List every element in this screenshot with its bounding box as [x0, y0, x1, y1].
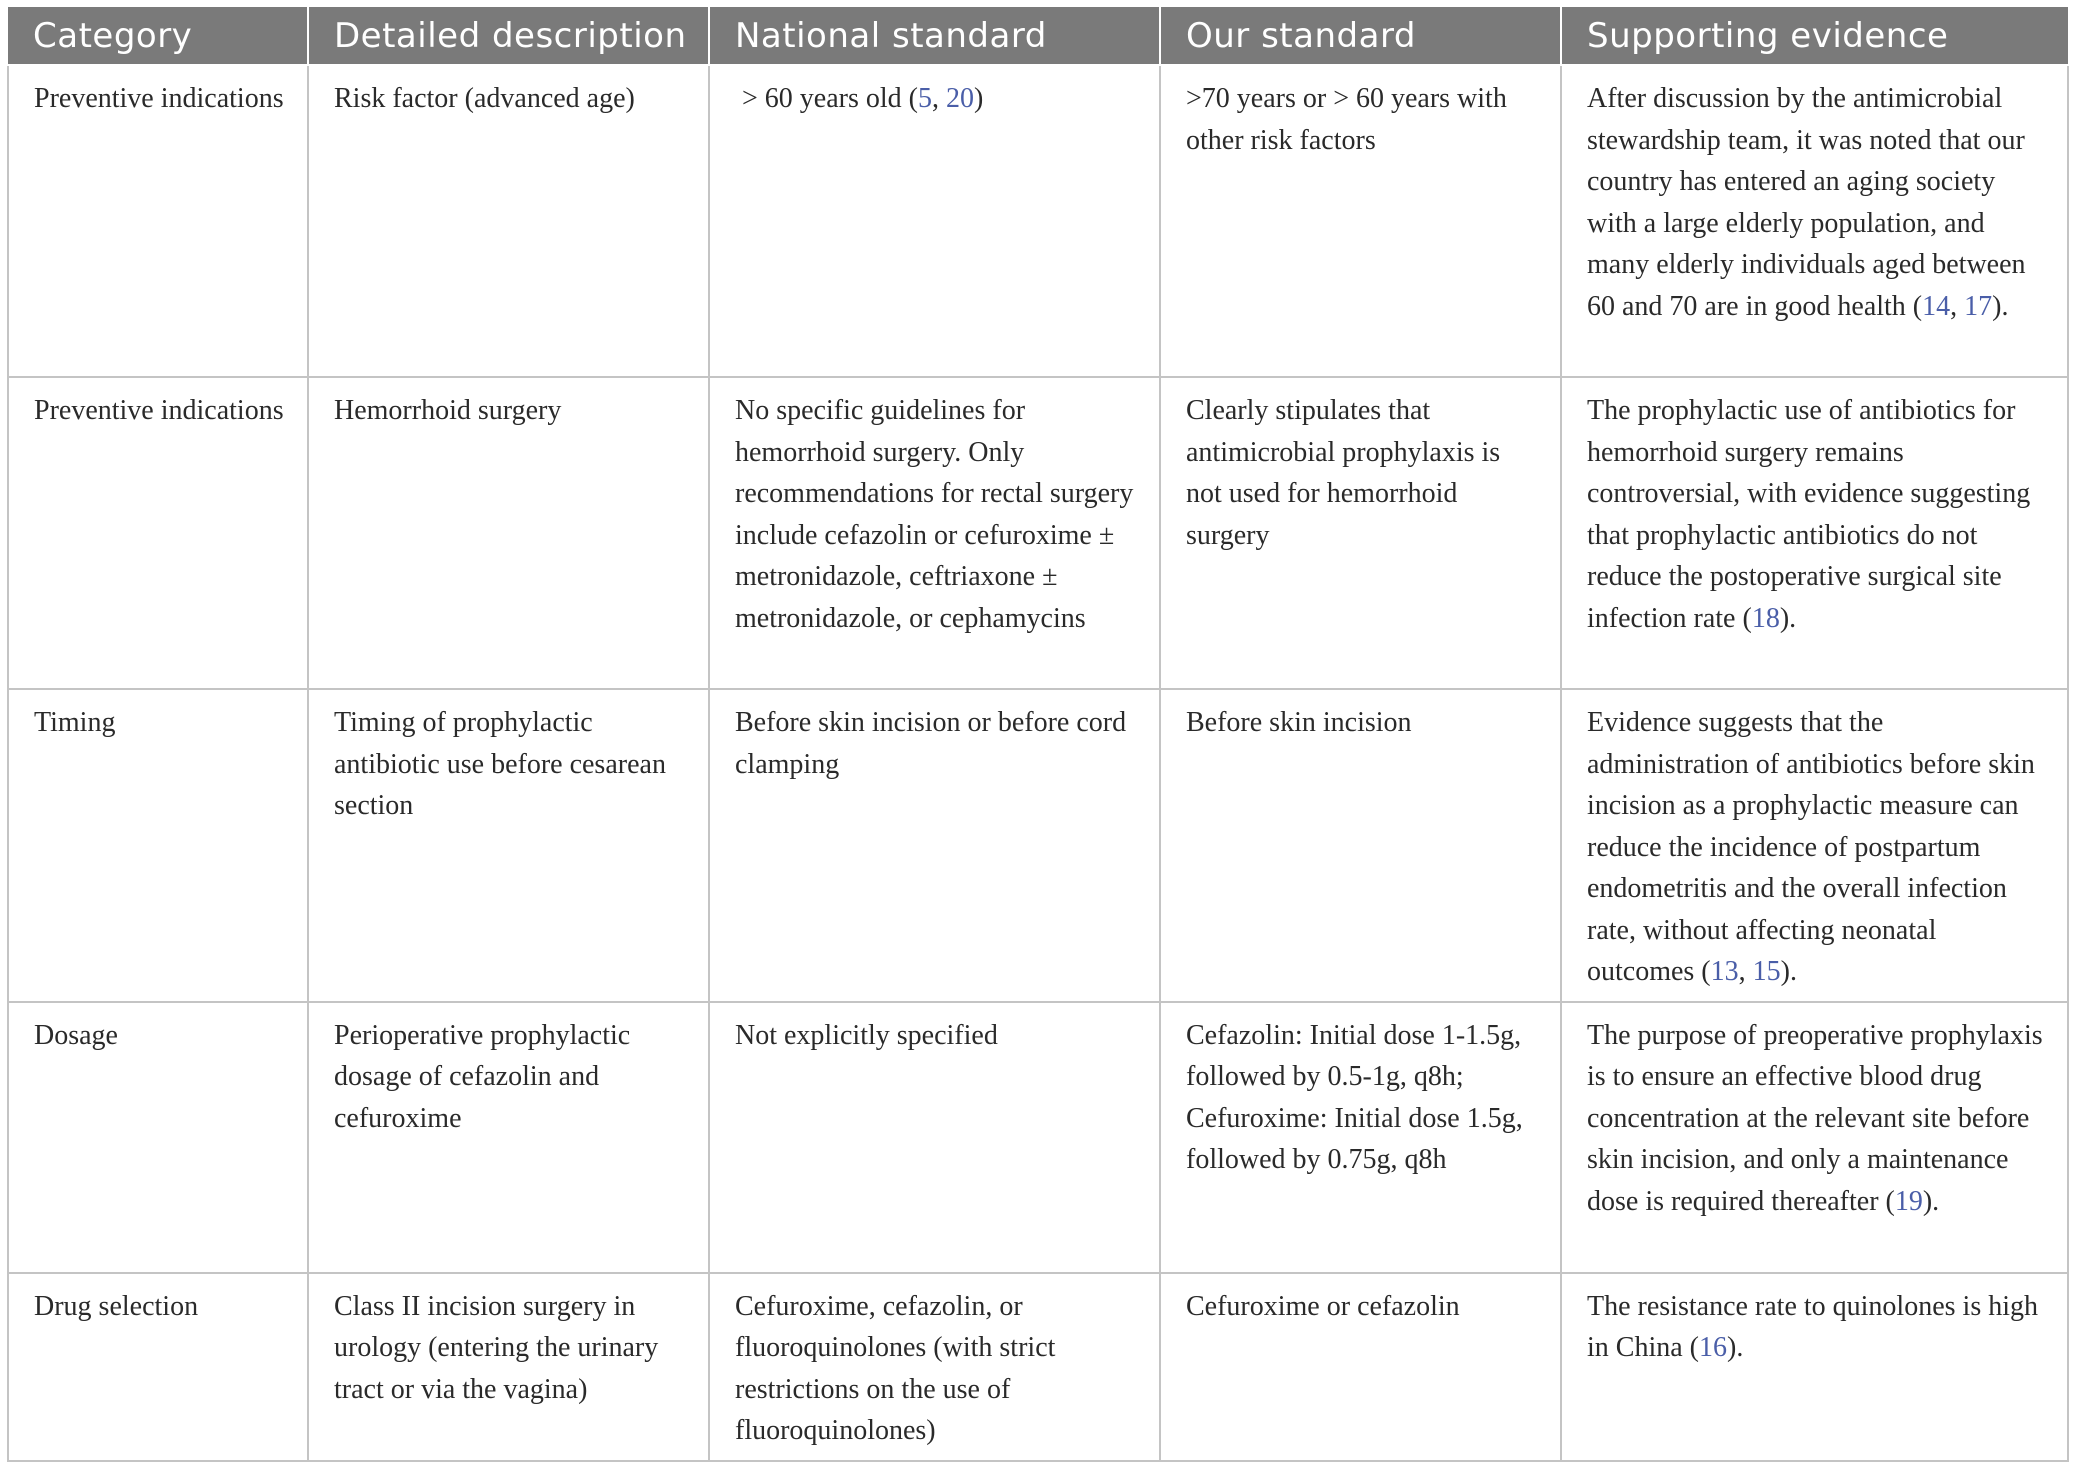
cell-our-standard: Cefazolin: Initial dose 1-1.5g, followed by 0.5-1g, q8h; Cefuroxime: Initial dose 1.5g, followed by 0.75g, q8h	[1160, 1002, 1561, 1273]
cell-text: The purpose of preoperative prophylaxis is to ensure an effective blood drug concentration at the relevant site before skin incision, and only a maintenance dose is required thereafter (	[1587, 1019, 2043, 1217]
table-row	[8, 1002, 2068, 1273]
cell-supporting-evidence	[1561, 689, 2068, 1002]
cell-text: The prophylactic use of antibiotics for hemorrhoid surgery remains controversial, with evidence suggesting that prophylactic antibiotics do not reduce the postoperative surgical site infection rate (	[1587, 395, 2031, 634]
cell-national-standard: No specific guidelines for hemorrhoid surgery. Only recommendations for rectal surgery include cefazolin or cefuroxime ± metronidazole, ceftriaxone ± metronidazole, or cephamycins	[709, 377, 1160, 689]
table-row	[8, 1273, 2068, 1461]
cell-supporting-evidence	[1561, 1002, 2068, 1273]
reference-link[interactable]: 14	[1922, 290, 1951, 322]
cell-text: ,	[931, 83, 946, 114]
cell-text: ).	[1922, 1185, 1940, 1217]
reference-link[interactable]: 19	[1894, 1185, 1923, 1217]
header-national-standard: National standard	[709, 7, 1160, 65]
cell-text: ).	[1727, 1332, 1744, 1363]
cell-our-standard: Before skin incision	[1160, 689, 1561, 1002]
cell-category: Timing	[8, 689, 308, 1002]
cell-our-standard: Cefuroxime or cefazolin	[1160, 1273, 1561, 1461]
cell-national-standard: Cefuroxime, cefazolin, or fluoroquinolones (with strict restrictions on the use of fluoroquinolones)	[709, 1273, 1160, 1461]
cell-text: ).	[1992, 290, 2009, 322]
cell-description: Class II incision surgery in urology (entering the urinary tract or via the vagina)	[308, 1273, 709, 1461]
comparison-table	[7, 7, 2069, 1462]
cell-description: Timing of prophylactic antibiotic use before cesarean section	[308, 689, 709, 1002]
cell-text: )	[973, 83, 984, 114]
cell-supporting-evidence	[1561, 377, 2068, 689]
cell-description: Perioperative prophylactic dosage of cefazolin and cefuroxime	[308, 1002, 709, 1273]
cell-category: Preventive indications	[8, 65, 308, 377]
cell-national-standard: Not explicitly specified	[709, 1002, 1160, 1273]
cell-text: ).	[1780, 956, 1797, 987]
reference-link[interactable]: 16	[1699, 1332, 1727, 1363]
header-detailed-description: Detailed description	[308, 7, 709, 65]
cell-text: Evidence suggests that the administration of antibiotics before skin incision as a prophylactic measure can reduce the incidence of postpartum endometritis and the overall infection rate, without affecting neonatal outcomes (	[1587, 707, 2035, 987]
table-row	[8, 689, 2068, 1002]
header-row	[8, 7, 2068, 65]
header-supporting-evidence: Supporting evidence	[1561, 7, 2068, 65]
header-category: Category	[8, 7, 308, 65]
cell-text: ,	[1950, 290, 1965, 322]
cell-text: ,	[1738, 956, 1753, 987]
cell-supporting-evidence	[1561, 1273, 2068, 1461]
header-our-standard: Our standard	[1160, 7, 1561, 65]
cell-our-standard: Clearly stipulates that antimicrobial prophylaxis is not used for hemorrhoid surgery	[1160, 377, 1561, 689]
cell-category: Drug selection	[8, 1273, 308, 1461]
reference-link[interactable]: 13	[1710, 956, 1739, 987]
cell-text: > 60 years old (	[742, 83, 918, 114]
reference-link[interactable]: 18	[1751, 602, 1780, 634]
cell-text: The resistance rate to quinolones is high in China (	[1587, 1290, 2038, 1363]
cell-supporting-evidence	[1561, 65, 2068, 377]
cell-text: ).	[1779, 602, 1797, 634]
reference-link[interactable]: 15	[1752, 956, 1781, 987]
table-body	[8, 65, 2068, 1461]
reference-link[interactable]: 17	[1964, 290, 1993, 322]
reference-link[interactable]: 5	[917, 83, 932, 114]
cell-national-standard	[709, 65, 1160, 377]
table-header	[8, 7, 2068, 65]
cell-description: Risk factor (advanced age)	[308, 65, 709, 377]
table-row	[8, 377, 2068, 689]
reference-link[interactable]: 20	[945, 83, 974, 114]
cell-category: Dosage	[8, 1002, 308, 1273]
cell-national-standard: Before skin incision or before cord clamping	[709, 689, 1160, 1002]
table-row	[8, 65, 2068, 377]
cell-text: After discussion by the antimicrobial stewardship team, it was noted that our country has entered an aging society with a large elderly population, and many elderly individuals aged between 60 and 70 are in good health (	[1587, 83, 2026, 322]
cell-category: Preventive indications	[8, 377, 308, 689]
cell-description: Hemorrhoid surgery	[308, 377, 709, 689]
cell-our-standard: >70 years or > 60 years with other risk factors	[1160, 65, 1561, 377]
